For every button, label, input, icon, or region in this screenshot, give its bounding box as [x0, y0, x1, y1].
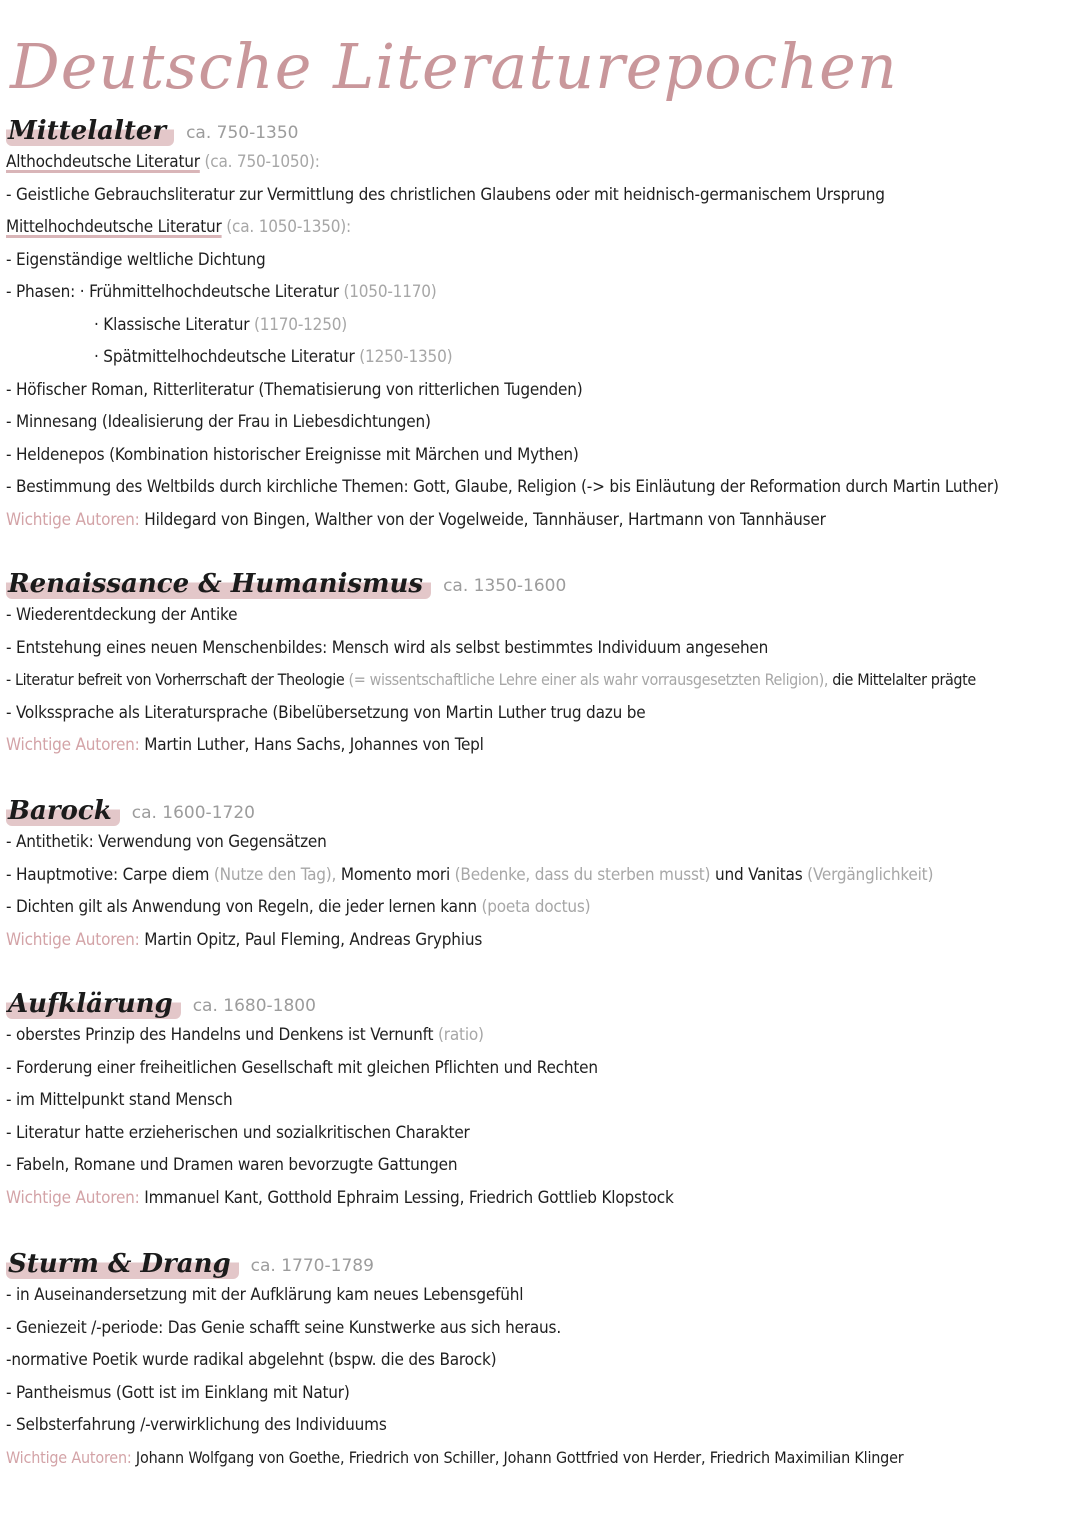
phase-date: (1250-1350) [359, 347, 453, 367]
bullet-line [6, 859, 1074, 892]
authors-label: Wichtige Autoren: [6, 509, 140, 530]
bullet-note: (= wissentschaftliche Lehre einer als wahr vorrausgesetzten Religion), [348, 670, 829, 689]
section-header [6, 1245, 1074, 1279]
section-header [6, 112, 1074, 146]
authors-label: Wichtige Autoren: [6, 929, 140, 950]
authors-label: Wichtige Autoren: [6, 1447, 132, 1467]
subheading-line [6, 146, 1074, 179]
phase-text: - Phasen: · Frühmittelhochdeutsche Literatur [6, 282, 339, 302]
section-date: ca. 1770-1789 [250, 1256, 374, 1276]
section-barock [6, 792, 1074, 956]
bullet-line: - Geniezeit /-periode: Das Genie schafft seine Kunstwerke aus sich heraus. [6, 1317, 561, 1338]
section-date: ca. 1600-1720 [131, 803, 255, 823]
section-header [6, 985, 1074, 1019]
section-heading: Mittelalter [6, 116, 174, 146]
bullet-note: (Nutze den Tag), [213, 864, 337, 885]
phase-line [6, 309, 1074, 342]
bullet-note: (ratio) [438, 1025, 484, 1045]
bullet-line: - Bestimmung des Weltbilds durch kirchliche Themen: Gott, Glaube, Religion (-> bis Einläutung der Reformation durch Martin Luther) [6, 477, 999, 497]
bullet-text: - Literatur befreit von Vorherrschaft der Theologie [6, 670, 345, 689]
section-header [6, 565, 1074, 599]
section-aufklaerung [6, 985, 1074, 1214]
section-renaissance [6, 565, 1074, 762]
section-date: ca. 750-1350 [186, 123, 299, 143]
phase-line [6, 341, 1074, 374]
bullet-note: (Vergänglichkeit) [807, 864, 934, 885]
bullet-text: und Vanitas [714, 864, 803, 885]
section-mittelalter [6, 112, 1074, 536]
phase-text: · Klassische Literatur [94, 314, 250, 335]
authors-line [6, 1182, 1074, 1215]
bullet-line: - Geistliche Gebrauchsliteratur zur Vermittlung des christlichen Glaubens oder mit heidnisch-germanischem Ursprung [6, 184, 885, 205]
phase-line [6, 276, 1074, 309]
authors-label: Wichtige Autoren: [6, 735, 140, 755]
bullet-line: - Antithetik: Verwendung von Gegensätzen [6, 832, 327, 852]
authors-line [6, 504, 1074, 537]
bullet-line: - Selbsterfahrung /-verwirklichung des Individuums [6, 1415, 387, 1435]
bullet-line: - Entstehung eines neuen Menschenbildes: Mensch wird als selbst bestimmtes Individuum angesehen [6, 637, 769, 658]
section-date: ca. 1350-1600 [443, 576, 567, 596]
bullet-line: - Forderung einer freiheitlichen Gesellschaft mit gleichen Pflichten und Rechten [6, 1057, 598, 1078]
section-sturm-und-drang [6, 1245, 1074, 1474]
authors-list: Johann Wolfgang von Goethe, Friedrich von Schiller, Johann Gottfried von Herder, Friedrich Maximilian Klinger [135, 1447, 904, 1467]
bullet-line: - Höfischer Roman, Ritterliteratur (Thematisierung von ritterlichen Tugenden) [6, 379, 583, 400]
bullet-line: - Pantheismus (Gott ist im Einklang mit Natur) [6, 1382, 350, 1403]
authors-label: Wichtige Autoren: [6, 1187, 140, 1208]
authors-list: Immanuel Kant, Gotthold Ephraim Lessing, Friedrich Gottlieb Klopstock [144, 1187, 674, 1208]
bullet-line: - Fabeln, Romane und Dramen waren bevorzugte Gattungen [6, 1155, 458, 1175]
bullet-text: - Hauptmotive: Carpe diem [6, 864, 210, 885]
bullet-line: - Volkssprache als Literatursprache (Bibelübersetzung von Martin Luther trug dazu be [6, 702, 646, 723]
subheading-date: (ca. 1050-1350): [226, 217, 351, 237]
bullet-line [6, 891, 1074, 924]
phase-date: (1050-1170) [343, 282, 437, 302]
bullet-text: - Dichten gilt als Anwendung von Regeln, die jeder lernen kann [6, 897, 477, 917]
bullet-line: - Literatur hatte erzieherischen und sozialkritischen Charakter [6, 1122, 470, 1143]
bullet-line: - Minnesang (Idealisierung der Frau in Liebesdichtungen) [6, 412, 431, 432]
section-date: ca. 1680-1800 [192, 996, 316, 1016]
bullet-line: - Eigenständige weltliche Dichtung [6, 249, 266, 270]
section-heading: Sturm & Drang [6, 1249, 239, 1279]
bullet-line [6, 1019, 1074, 1052]
section-heading: Renaissance & Humanismus [6, 569, 431, 599]
bullet-line: - in Auseinandersetzung mit der Aufklärung kam neues Lebensgefühl [6, 1285, 524, 1305]
section-heading: Barock [6, 796, 120, 826]
subheading: Althochdeutsche Literatur [6, 152, 200, 172]
bullet-text: - oberstes Prinzip des Handelns und Denkens ist Vernunft [6, 1025, 434, 1045]
authors-list: Martin Luther, Hans Sachs, Johannes von Tepl [144, 735, 484, 755]
subheading-date: (ca. 750-1050): [204, 152, 320, 172]
bullet-text: Momento mori [340, 864, 450, 885]
section-header [6, 792, 1074, 826]
authors-list: Martin Opitz, Paul Fleming, Andreas Gryphius [144, 929, 483, 950]
subheading: Mittelhochdeutsche Literatur [6, 217, 222, 237]
phase-date: (1170-1250) [253, 314, 348, 335]
bullet-note: (Bedenke, dass du sterben musst) [454, 864, 711, 885]
subheading-line [6, 211, 1074, 244]
authors-list: Hildegard von Bingen, Walther von der Vogelweide, Tannhäuser, Hartmann von Tannhäuser [144, 509, 826, 530]
bullet-note: (poeta doctus) [481, 897, 591, 917]
authors-line [6, 924, 1074, 957]
phase-text: · Spätmittelhochdeutsche Literatur [94, 347, 355, 367]
bullet-line: -normative Poetik wurde radikal abgelehnt (bspw. die des Barock) [6, 1350, 497, 1370]
bullet-line: - im Mittelpunkt stand Mensch [6, 1090, 233, 1110]
page-title: Deutsche Literaturepochen [10, 30, 898, 103]
authors-line [6, 729, 1074, 762]
authors-line [6, 1442, 1074, 1475]
bullet-text: die Mittelalter prägte [832, 670, 976, 689]
bullet-line [6, 664, 1074, 697]
section-heading: Aufklärung [6, 989, 181, 1019]
bullet-line: - Heldenepos (Kombination historischer Ereignisse mit Märchen und Mythen) [6, 444, 579, 465]
bullet-line: - Wiederentdeckung der Antike [6, 605, 238, 625]
